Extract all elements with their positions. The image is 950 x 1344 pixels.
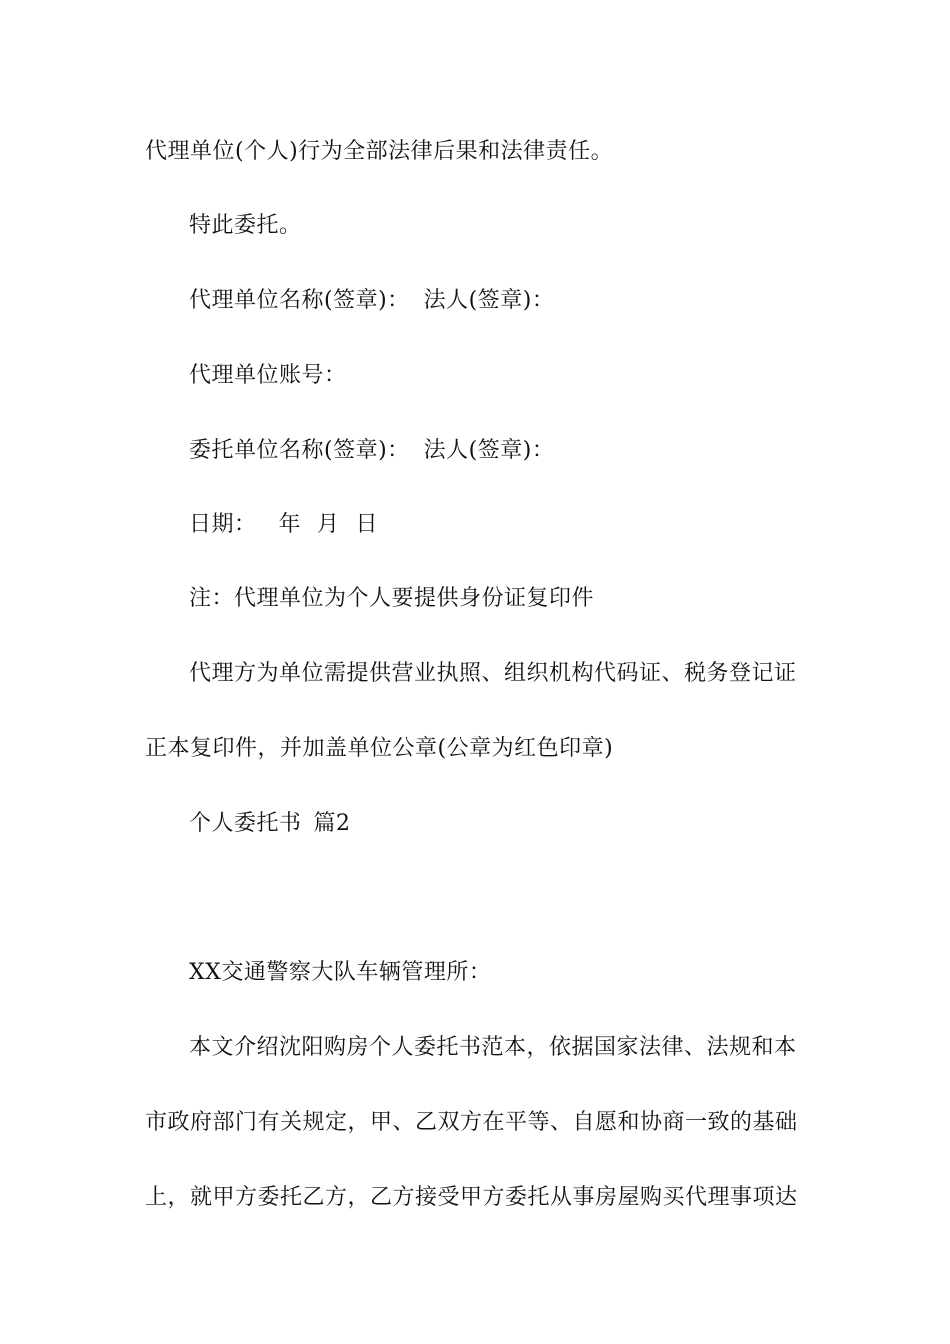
note-company-docs-line2: 正本复印件，并加盖单位公章(公章为红色印章) [145,736,614,761]
date-day: 日 [355,512,379,537]
section-number: 篇2 [313,811,351,836]
date-year: 年 [278,512,302,537]
principal-legal-person-label: 法人(签章)： [423,438,555,463]
note-personal-id: 注：代理单位为个人要提供身份证复印件 [189,586,595,611]
body-paragraph-line2: 市政府部门有关规定，甲、乙双方在平等、自愿和协商一致的基础 [145,1110,798,1135]
agent-name-label: 代理单位名称(签章)： [189,288,410,313]
addressee-line: XX交通警察大队车辆管理所： [189,960,492,985]
agent-account-label: 代理单位账号： [189,363,347,388]
body-paragraph-line1: 本文介绍沈阳购房个人委托书范本，依据国家法律、法规和本 [189,1035,797,1060]
paragraph-hereby-entrust: 特此委托。 [189,213,302,238]
date-month: 月 [317,512,340,537]
agent-legal-person-label: 法人(签章)： [423,288,555,313]
section-heading [189,809,351,839]
paragraph-legal-liability: 代理单位(个人)行为全部法律后果和法律责任。 [145,139,614,164]
body-paragraph-line3: 上，就甲方委托乙方，乙方接受甲方委托从事房屋购买代理事项达 [145,1185,798,1210]
date-label: 日期： [189,512,257,537]
principal-name-label: 委托单位名称(签章)： [189,438,410,463]
date-line [189,510,378,540]
principal-signature-line [189,436,554,466]
section-title: 个人委托书 [189,811,302,836]
agent-signature-line [189,286,554,316]
note-company-docs-line1: 代理方为单位需提供营业执照、组织机构代码证、税务登记证 [189,661,797,686]
